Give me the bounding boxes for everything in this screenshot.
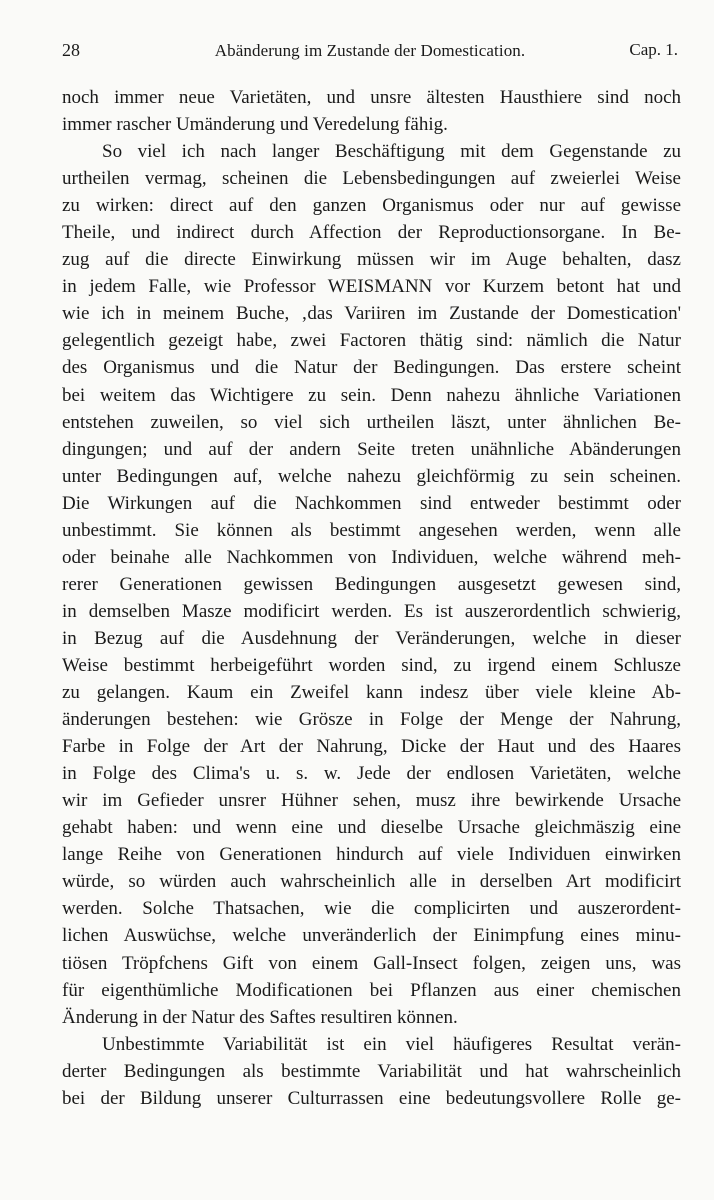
text-line: tiösen Tröpfchens Gift von einem Gall-Insect folgen, zeigen uns, was [62,952,681,974]
text-line: des Organismus und die Natur der Bedingungen. Das erstere scheint [62,357,681,379]
text-line: oder beinahe alle Nachkommen von Individuen, welche während meh- [62,546,681,568]
text-line: würde, so würden auch wahrscheinlich alle in derselben Art modificirt [62,871,681,893]
text-line: Weise bestimmt herbeigeführt worden sind, zu irgend einem Schlusze [62,654,681,676]
text-line: für eigenthümliche Modificationen bei Pflanzen aus einer chemischen [62,979,681,1001]
chapter-label: Cap. 1. [629,40,678,59]
text-line: urtheilen vermag, scheinen die Lebensbedingungen auf zweierlei Weise [62,168,681,190]
text-line: Farbe in Folge der Art der Nahrung, Dicke der Haut und des Haares [62,736,681,758]
text-line: dingungen; und auf der andern Seite treten unähnliche Abänderungen [62,438,681,460]
text-line: in Bezug auf die Ausdehnung der Veränderungen, welche in dieser [62,627,681,649]
text-line: zug auf die directe Einwirkung müssen wir im Auge behalten, dasz [62,249,681,271]
text-line: Unbestimmte Variabilität ist ein viel häufigeres Resultat verän- [102,1033,681,1055]
text-line: bei der Bildung unserer Culturrassen eine bedeutungsvollere Rolle ge- [62,1087,681,1109]
text-line: zu gelangen. Kaum ein Zweifel kann indesz über viele kleine Ab- [62,682,681,704]
page-number: 28 [62,40,80,60]
text-line: gehabt haben: und wenn eine und dieselbe Ursache gleichmäszig eine [62,817,681,839]
text-line: in demselben Masze modificirt werden. Es ist auszerordentlich schwierig, [62,600,681,622]
text-line: noch immer neue Varietäten, und unsre ältesten Hausthiere sind noch [62,87,681,108]
text-line: zu wirken: direct auf den ganzen Organismus oder nur auf gewisse [62,195,681,217]
text-line: derter Bedingungen als bestimmte Variabilität und hat wahrscheinlich [62,1060,681,1082]
text-line: werden. Solche Thatsachen, wie die complicirten und auszerordent- [62,898,681,920]
text-line: lange Reihe von Generationen hindurch auf viele Individuen einwirken [62,844,681,866]
text-line: in Folge des Clima's u. s. w. Jede der endlosen Varietäten, welche [62,763,681,785]
text-line: bei weitem das Wichtigere zu sein. Denn nahezu ähnliche Variationen [62,384,681,406]
text-line: unbestimmt. Sie können als bestimmt angesehen werden, wenn alle [62,519,681,541]
text-line: rerer Generationen gewissen Bedingungen ausgesetzt gewesen sind, [62,573,681,595]
text-line: Änderung in der Natur des Saftes resultiren können. [62,1006,458,1028]
text-line: unter Bedingungen auf, welche nahezu gleichförmig zu sein scheinen. [62,465,681,487]
text-line: wir im Gefieder unsrer Hühner sehen, musz ihre bewirkende Ursache [62,790,681,812]
text-line: Theile, und indirect durch Affection der Reproductionsorgane. In Be- [62,222,681,244]
running-title: Abänderung im Zustande der Domestication. [214,41,526,60]
text-line: wie ich in meinem Buche, ‚das Variiren im Zustande der Domestication' [62,303,681,325]
text-line: in jedem Falle, wie Professor WEISMANN vor Kurzem betont hat und [62,276,681,298]
text-line: entstehen zuweilen, so viel sich urtheilen läszt, unter ähnlichen Be- [62,411,681,433]
text-line: So viel ich nach langer Beschäftigung mit dem Gegenstande zu [102,141,681,163]
body-text [62,84,681,1112]
text-line: gelegentlich gezeigt habe, zwei Factoren thätig sind: nämlich die Natur [62,330,681,352]
text-line: immer rascher Umänderung und Veredelung fähig. [62,114,448,136]
text-line: Die Wirkungen auf die Nachkommen sind entweder bestimmt oder [62,492,681,514]
running-header [62,40,678,66]
text-line: lichen Auswüchse, welche unveränderlich der Einimpfung eines minu- [62,925,681,947]
text-line: änderungen bestehen: wie Grösze in Folge der Menge der Nahrung, [62,709,681,731]
